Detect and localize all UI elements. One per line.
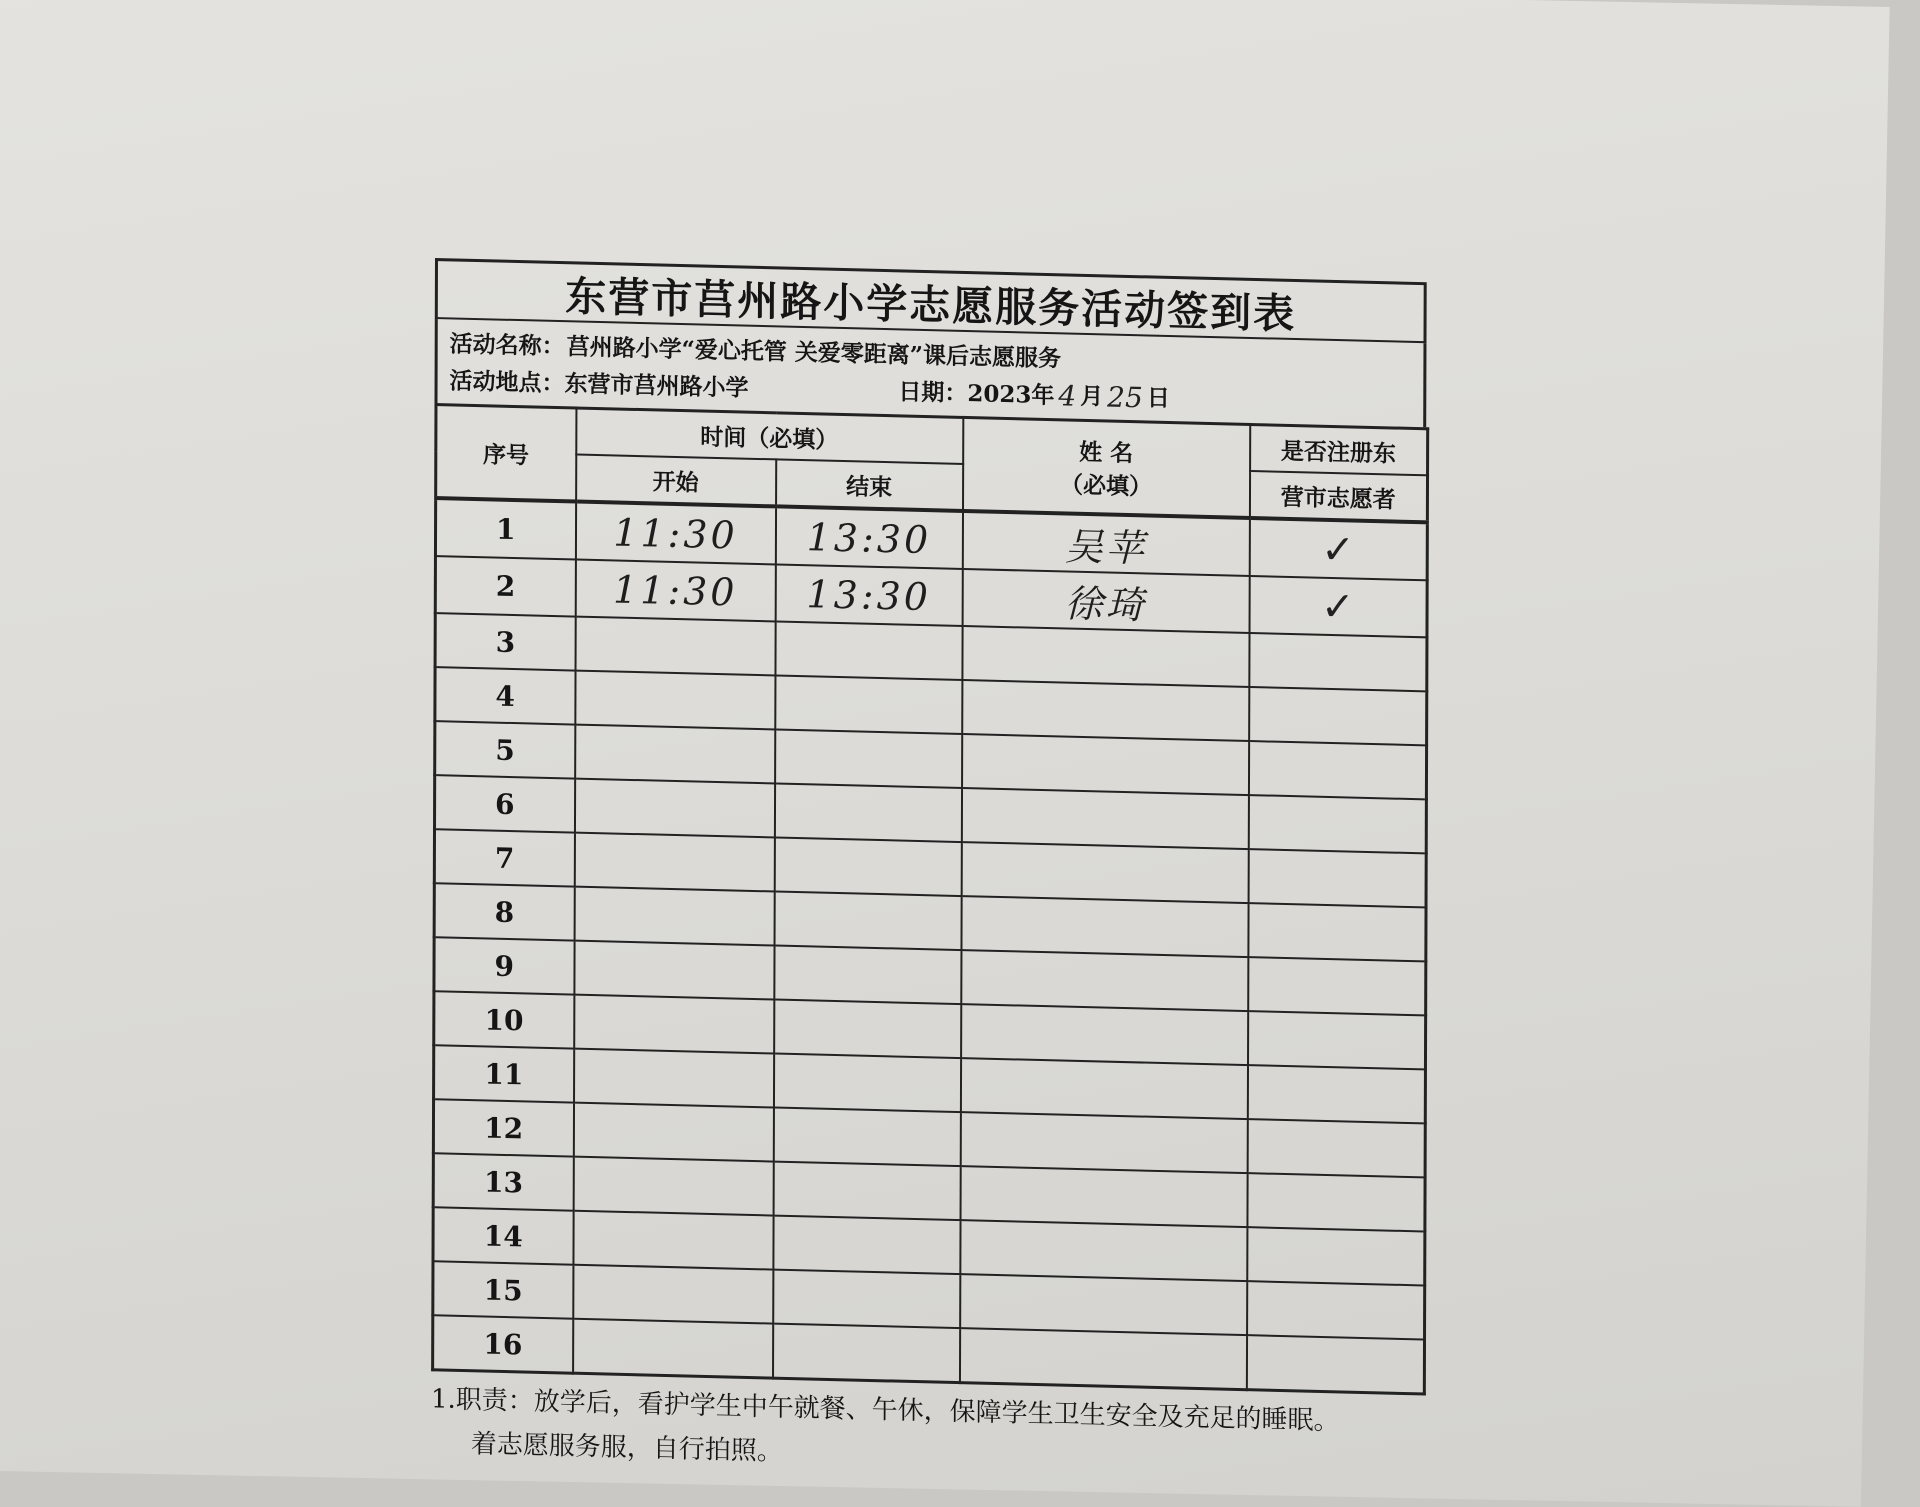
date-day-unit: 日	[1146, 384, 1170, 412]
row-name: 吴苹	[962, 511, 1249, 576]
row-end-time	[773, 1216, 960, 1275]
location-value: 东营市莒州路小学	[564, 370, 749, 402]
row-name	[962, 680, 1249, 741]
date-month-unit: 月	[1080, 382, 1104, 411]
row-number: 8	[434, 883, 574, 940]
row-start-time	[574, 995, 774, 1054]
row-name	[961, 950, 1248, 1011]
header-end: 结束	[776, 459, 963, 511]
row-registered	[1247, 1281, 1425, 1339]
row-end-time: 13:30	[775, 506, 962, 569]
location-label: 活动地点：	[449, 367, 565, 398]
row-start-time	[574, 779, 774, 838]
header-seq: 序号	[436, 405, 576, 502]
row-name	[962, 734, 1249, 795]
row-end-time	[774, 783, 961, 842]
row-registered	[1247, 1065, 1425, 1123]
row-registered	[1247, 1227, 1425, 1285]
row-start-time	[573, 1103, 773, 1162]
date-field	[898, 373, 1170, 417]
row-end-time	[773, 1054, 960, 1113]
row-registered: ✓	[1249, 518, 1427, 580]
activity-name-label: 活动名称：	[449, 330, 565, 361]
row-number: 6	[435, 775, 575, 832]
row-name	[962, 626, 1249, 687]
row-registered	[1248, 741, 1426, 799]
row-end-time: 13:30	[775, 564, 962, 626]
row-number: 7	[434, 829, 574, 886]
row-registered	[1248, 795, 1426, 853]
row-start-time	[574, 1049, 774, 1108]
row-end-time	[775, 675, 962, 734]
row-registered: ✓	[1249, 576, 1427, 637]
row-number: 15	[433, 1261, 573, 1318]
row-registered	[1249, 687, 1427, 745]
row-name	[961, 896, 1248, 957]
row-number: 14	[433, 1207, 573, 1264]
row-number: 16	[433, 1315, 573, 1373]
date-label: 日期：	[898, 378, 968, 408]
row-registered	[1249, 633, 1427, 691]
row-end-time	[773, 1270, 960, 1329]
row-number: 12	[433, 1099, 573, 1156]
row-start-time	[575, 671, 775, 730]
row-end-time	[774, 837, 961, 896]
row-start-time	[574, 833, 774, 892]
row-registered	[1247, 1173, 1425, 1231]
row-start-time	[574, 887, 774, 946]
activity-name-value: 莒州路小学“爱心托管 关爱零距离”课后志愿服务	[566, 333, 1062, 373]
footer-line-1: 1.职责：放学后，看护学生中午就餐、午休，保障学生卫生安全及充足的睡眠。	[430, 1384, 1340, 1437]
row-name	[959, 1328, 1246, 1390]
row-start-time: 11:30	[575, 502, 775, 565]
row-registered	[1246, 1335, 1424, 1394]
sign-in-table	[431, 403, 1429, 1396]
header-start: 开始	[576, 454, 776, 506]
row-start-time: 11:30	[575, 560, 775, 622]
sign-in-sheet	[431, 258, 1427, 1489]
row-registered	[1248, 849, 1426, 907]
row-name	[960, 1112, 1247, 1173]
row-end-time	[775, 621, 962, 680]
row-end-time	[774, 999, 961, 1058]
row-name	[961, 842, 1248, 903]
row-number: 2	[435, 556, 575, 616]
row-start-time	[573, 1211, 773, 1270]
header-name-line1: 姓 名	[1079, 438, 1134, 468]
row-name	[961, 1004, 1248, 1065]
header-name-line2: （必填）	[1060, 471, 1153, 501]
row-number: 3	[435, 613, 575, 670]
row-start-time	[575, 617, 775, 676]
row-start-time	[573, 1319, 773, 1378]
row-registered	[1247, 1119, 1425, 1177]
header-registered-line1: 是否注册东	[1250, 424, 1428, 475]
row-start-time	[573, 1265, 773, 1324]
row-number: 1	[435, 498, 575, 559]
header-time: 时间（必填）	[576, 408, 963, 464]
row-end-time	[773, 1162, 960, 1221]
row-registered	[1248, 903, 1426, 961]
footer-line-2: 着志愿服务服，自行拍照。	[470, 1429, 783, 1467]
sheet-title: 东营市莒州路小学志愿服务活动签到表	[435, 258, 1427, 343]
row-name	[960, 1166, 1247, 1227]
row-end-time	[773, 1108, 960, 1167]
row-end-time	[775, 729, 962, 788]
row-name: 徐琦	[962, 569, 1249, 633]
row-name	[960, 1058, 1247, 1119]
date-year: 2023年	[967, 380, 1055, 410]
date-day-handwritten: 25	[1107, 380, 1143, 415]
row-end-time	[774, 945, 961, 1004]
header-name	[963, 417, 1250, 518]
row-end-time	[773, 1324, 960, 1383]
row-number: 9	[434, 937, 574, 994]
row-number: 11	[434, 1045, 574, 1102]
row-number: 5	[435, 721, 575, 778]
date-month-handwritten: 4	[1058, 379, 1077, 413]
row-number: 13	[433, 1153, 573, 1210]
row-registered	[1248, 1011, 1426, 1069]
row-number: 4	[435, 667, 575, 724]
row-number: 10	[434, 991, 574, 1048]
header-registered-line2: 营市志愿者	[1249, 471, 1427, 522]
row-name	[960, 1220, 1247, 1281]
row-start-time	[574, 941, 774, 1000]
row-start-time	[573, 1157, 773, 1216]
row-name	[961, 788, 1248, 849]
row-name	[960, 1274, 1247, 1335]
row-start-time	[575, 725, 775, 784]
row-end-time	[774, 891, 961, 950]
row-registered	[1248, 957, 1426, 1015]
